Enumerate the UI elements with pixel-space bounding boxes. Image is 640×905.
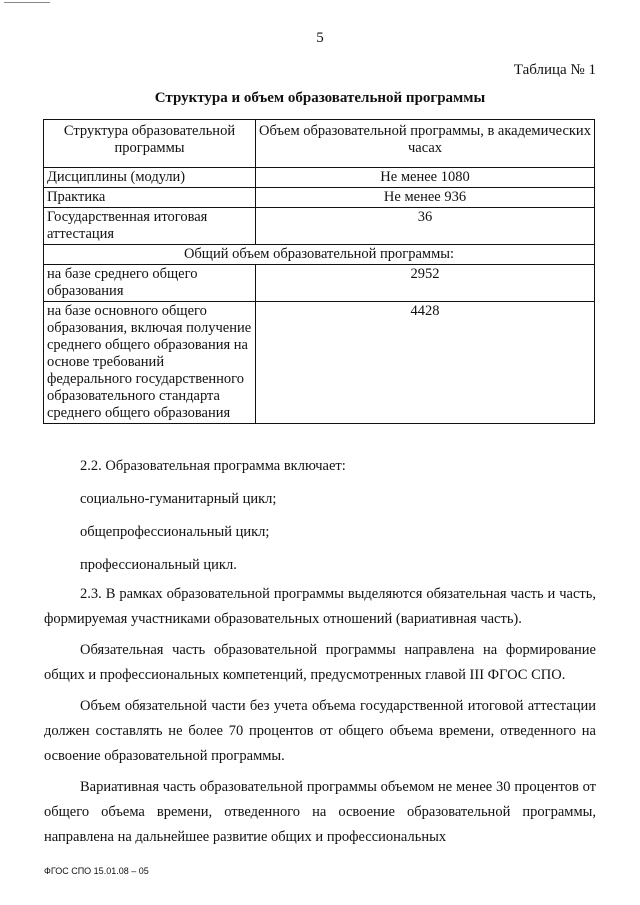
- header-structure: Структура образовательной программы: [44, 120, 256, 168]
- row-label-secondary-general: на базе среднего общего образования: [44, 265, 256, 302]
- row-label-practice: Практика: [44, 188, 256, 208]
- table-label: Таблица № 1: [513, 62, 596, 78]
- row-value-attestation: 36: [256, 208, 595, 245]
- scan-edge-mark: [4, 2, 50, 3]
- page-number: 5: [316, 30, 324, 46]
- table-row: [44, 208, 595, 245]
- table-row: [44, 302, 595, 424]
- table-row: [44, 168, 595, 188]
- table-row: [44, 265, 595, 302]
- row-value-practice: Не менее 936: [256, 188, 595, 208]
- list-item-professional: профессиональный цикл.: [80, 557, 237, 573]
- header-volume: Объем образовательной программы, в академических часах: [256, 120, 595, 168]
- row-label-disciplines: Дисциплины (модули): [44, 168, 256, 188]
- row-value-disciplines: Не менее 1080: [256, 168, 595, 188]
- paragraph-variable-part: Вариативная часть образовательной программы объемом не менее 30 процентов от общего объема времени, отведенного на освоение образовательной программы, направлена на дальнейшее развитие общих и профессиональных: [44, 779, 596, 845]
- list-item-social-humanitarian: социально-гуманитарный цикл;: [80, 491, 277, 507]
- row-label-attestation: Государственная итоговая аттестация: [44, 208, 256, 245]
- table-row: [44, 188, 595, 208]
- paragraph-mandatory-volume: Объем обязательной части без учета объема государственной итоговой аттестации должен составлять не более 70 процентов от общего объема времени, отведенного на освоение образовательной программы.: [44, 698, 596, 764]
- row-value-secondary-general: 2952: [256, 265, 595, 302]
- total-volume-header: Общий объем образовательной программы:: [44, 245, 595, 265]
- table-header-row: [44, 120, 595, 168]
- program-structure-table: [43, 119, 595, 424]
- footer-standard-code: ФГОС СПО 15.01.08 – 05: [44, 866, 149, 876]
- paragraph-2-2: 2.2. Образовательная программа включает:: [80, 458, 346, 474]
- paragraph-2-3: 2.3. В рамках образовательной программы выделяются обязательная часть и часть, формируемая участниками образовательных отношений (вариативная часть).: [44, 586, 596, 627]
- row-label-basic-general: на базе основного общего образования, включая получение среднего общего образования на основе требований федерального государственного образовательного стандарта среднего общего образования: [44, 302, 256, 424]
- paragraph-mandatory-part: Обязательная часть образовательной программы направлена на формирование общих и профессиональных компетенций, предусмотренных главой III ФГОС СПО.: [44, 642, 596, 683]
- row-value-basic-general: 4428: [256, 302, 595, 424]
- body-text: [44, 454, 596, 850]
- list-item-general-professional: общепрофессиональный цикл;: [80, 524, 270, 540]
- table-title: Структура и объем образовательной программы: [154, 90, 486, 106]
- table-total-header-row: [44, 245, 595, 265]
